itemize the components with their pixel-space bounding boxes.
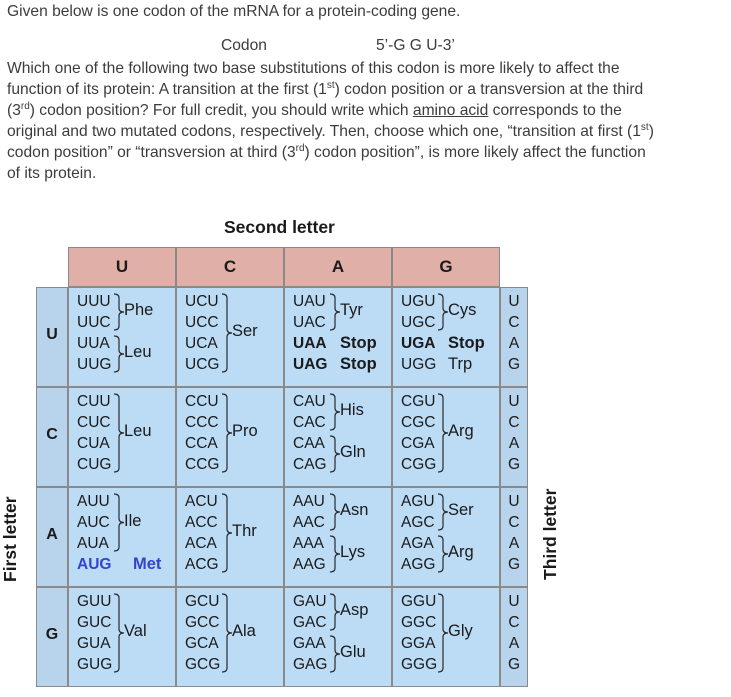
- amino-acid: Leu: [124, 343, 152, 361]
- codon: GAC: [293, 614, 327, 631]
- codon-block: [392, 387, 500, 487]
- codon-label: Codon: [221, 37, 267, 54]
- codon: CAG: [293, 456, 327, 473]
- codon: CUC: [77, 414, 111, 431]
- amino-acid: Pro: [232, 422, 258, 440]
- codon: GUC: [77, 614, 112, 631]
- first-letter-u: U: [46, 326, 58, 343]
- codon-block: [176, 287, 284, 387]
- codon: CUG: [77, 456, 112, 473]
- codon: GAU: [293, 593, 327, 610]
- codon-block: [392, 487, 500, 587]
- amino-acid: Stop: [448, 334, 485, 352]
- third-letter-a: A: [508, 335, 520, 352]
- codon: AAG: [293, 556, 326, 573]
- first-letter-cell-u: [36, 287, 68, 387]
- third-letter-a: A: [508, 635, 520, 652]
- codon: GAG: [293, 656, 328, 673]
- third-letter-g: G: [507, 656, 521, 673]
- codon: GGA: [401, 635, 436, 652]
- codon: UGC: [401, 314, 436, 331]
- codon: AUC: [77, 514, 110, 531]
- codon: GUG: [77, 656, 113, 673]
- third-letter-c: C: [508, 414, 520, 431]
- amino-acid: Ile: [124, 511, 142, 530]
- third-letter-u: U: [508, 393, 520, 410]
- codon: CCA: [185, 435, 218, 452]
- first-letter-title: First letter: [0, 496, 20, 582]
- codon: CUA: [77, 435, 110, 452]
- third-letter-g: G: [507, 356, 521, 373]
- amino-acid: Asn: [340, 501, 369, 519]
- codon: UAG: [293, 356, 328, 373]
- third-letter-cell-2: [500, 487, 528, 587]
- amino-acid: Stop: [340, 355, 377, 373]
- codon-block: [392, 587, 500, 687]
- codon: GGC: [401, 614, 437, 631]
- codon-block: [284, 387, 392, 487]
- codon: CAC: [293, 414, 326, 431]
- codon-block: [284, 487, 392, 587]
- codon: ACG: [185, 556, 219, 573]
- codon: CCG: [185, 456, 220, 473]
- codon: UGA: [401, 335, 436, 352]
- codon: AGG: [401, 556, 436, 573]
- codon-block: [176, 387, 284, 487]
- codon-block: [68, 487, 176, 587]
- second-letter-g: G: [392, 247, 500, 287]
- third-letter-g: G: [507, 556, 521, 573]
- third-letter-a: A: [508, 535, 520, 552]
- third-letter-u: U: [508, 493, 520, 510]
- third-letter-c: C: [508, 614, 520, 631]
- codon: ACA: [185, 535, 217, 552]
- codon: AAU: [293, 493, 325, 510]
- codon: CGA: [401, 435, 435, 452]
- question-line-1: Which one of the following two base substitutions of this codon is more likely to affect the: [7, 60, 620, 77]
- question-body: [7, 58, 654, 184]
- third-letter-u: U: [508, 593, 520, 610]
- codon: CCU: [185, 393, 219, 410]
- first-letter-cell-a: [36, 487, 68, 587]
- question-line-5: codon position” or “transversion at third (3rd) codon position”, is more likely affect the function: [7, 142, 646, 161]
- codon-block: [392, 287, 500, 387]
- codon: UGU: [401, 293, 436, 310]
- codon-block: [176, 587, 284, 687]
- third-letter-cell-3: [500, 587, 528, 687]
- question-line-3: (3rd) codon position? For full credit, you should write which amino acid corresponds to the: [7, 100, 622, 119]
- third-letter-title: Third letter: [540, 488, 560, 580]
- third-letter-c: C: [508, 314, 520, 331]
- codon-block: [284, 587, 392, 687]
- amino-acid: Phe: [124, 301, 154, 319]
- codon: CUU: [77, 393, 111, 410]
- third-letter-c: C: [508, 514, 520, 531]
- codon: GGG: [401, 656, 438, 673]
- codon: UUU: [77, 293, 111, 310]
- codon: GUA: [77, 635, 111, 652]
- question-intro: Given below is one codon of the mRNA for a protein-coding gene.: [7, 3, 461, 20]
- codon: AAA: [293, 535, 325, 552]
- amino-acid: Asp: [340, 601, 369, 619]
- amino-acid: Arg: [448, 422, 474, 440]
- first-letter-cell-c: [36, 387, 68, 487]
- codon: CAA: [293, 435, 325, 452]
- third-letter-cell-1: [500, 387, 528, 487]
- amino-acid: Lys: [340, 543, 366, 561]
- amino-acid-underlined: amino acid: [412, 102, 489, 119]
- codon-block: [68, 287, 176, 387]
- codon: UGG: [401, 356, 437, 373]
- codon: CAU: [293, 393, 326, 410]
- codon-sequence: 5’-G G U-3’: [376, 37, 455, 54]
- amino-acid: Stop: [340, 334, 377, 352]
- codon: UUC: [77, 314, 111, 331]
- codon: UCU: [185, 293, 219, 310]
- amino-acid: His: [340, 401, 364, 419]
- second-letter-u: U: [68, 247, 176, 287]
- codon: UUG: [77, 356, 112, 373]
- codon: AAC: [293, 514, 325, 531]
- first-letter-c: C: [46, 426, 58, 443]
- second-letter-title: Second letter: [224, 217, 335, 237]
- codon: AUA: [77, 535, 109, 552]
- codon: AGC: [401, 514, 435, 531]
- codon: UAC: [293, 314, 326, 331]
- codon: UUA: [77, 335, 110, 352]
- first-letter-g: G: [45, 626, 59, 643]
- amino-acid: Thr: [232, 522, 257, 540]
- question-line-6: of its protein.: [7, 165, 97, 182]
- codon-block: [68, 587, 176, 687]
- amino-acid: Ala: [232, 622, 256, 640]
- codon: GCU: [185, 593, 220, 610]
- amino-acid: Ser: [232, 322, 258, 340]
- amino-acid: Glu: [340, 643, 366, 661]
- amino-acid: Gly: [448, 622, 473, 640]
- codon-block: [68, 387, 176, 487]
- amino-acid: Arg: [448, 543, 474, 561]
- codon: AUU: [77, 493, 110, 510]
- codon: GUU: [77, 593, 112, 610]
- amino-acid: Tyr: [340, 301, 363, 319]
- codon: UCC: [185, 314, 219, 331]
- codon-block: [284, 287, 392, 387]
- amino-acid: Gln: [340, 443, 366, 461]
- codon: AUG: [77, 556, 112, 573]
- codon: UCG: [185, 356, 220, 373]
- codon-block: [176, 487, 284, 587]
- third-letter-u: U: [508, 293, 520, 310]
- codon: CGG: [401, 456, 437, 473]
- amino-acid: Cys: [448, 301, 477, 319]
- codon: UAA: [293, 335, 327, 352]
- third-letter-g: G: [507, 456, 521, 473]
- codon: ACU: [185, 493, 218, 510]
- third-letter-cell-0: [500, 287, 528, 387]
- second-letter-a: A: [284, 247, 392, 287]
- amino-acid: Ser: [448, 501, 474, 519]
- codon: CCC: [185, 414, 219, 431]
- codon: GAA: [293, 635, 326, 652]
- codon: ACC: [185, 514, 218, 531]
- question-line-4: original and two mutated codons, respectively. Then, choose which one, “transition at first (1st): [7, 121, 654, 140]
- codon: GCA: [185, 635, 219, 652]
- amino-acid: Leu: [124, 422, 152, 440]
- amino-acid: Val: [124, 622, 147, 640]
- first-letter-cell-g: [36, 587, 68, 687]
- codon: CGU: [401, 393, 436, 410]
- amino-acid: Met: [133, 555, 162, 573]
- codon: AGU: [401, 493, 435, 510]
- third-letter-a: A: [508, 435, 520, 452]
- codon: GGU: [401, 593, 437, 610]
- codon: UAU: [293, 293, 326, 310]
- codon: AGA: [401, 535, 434, 552]
- question-line-2: function of its protein: A transition at the first (1st) codon position or a transversion at the third: [7, 79, 644, 98]
- codon: UCA: [185, 335, 218, 352]
- codon: GCC: [185, 614, 220, 631]
- amino-acid: Trp: [448, 355, 473, 373]
- first-letter-a: A: [46, 526, 58, 543]
- codon: CGC: [401, 414, 436, 431]
- second-letter-c: C: [176, 247, 284, 287]
- codon: GCG: [185, 656, 221, 673]
